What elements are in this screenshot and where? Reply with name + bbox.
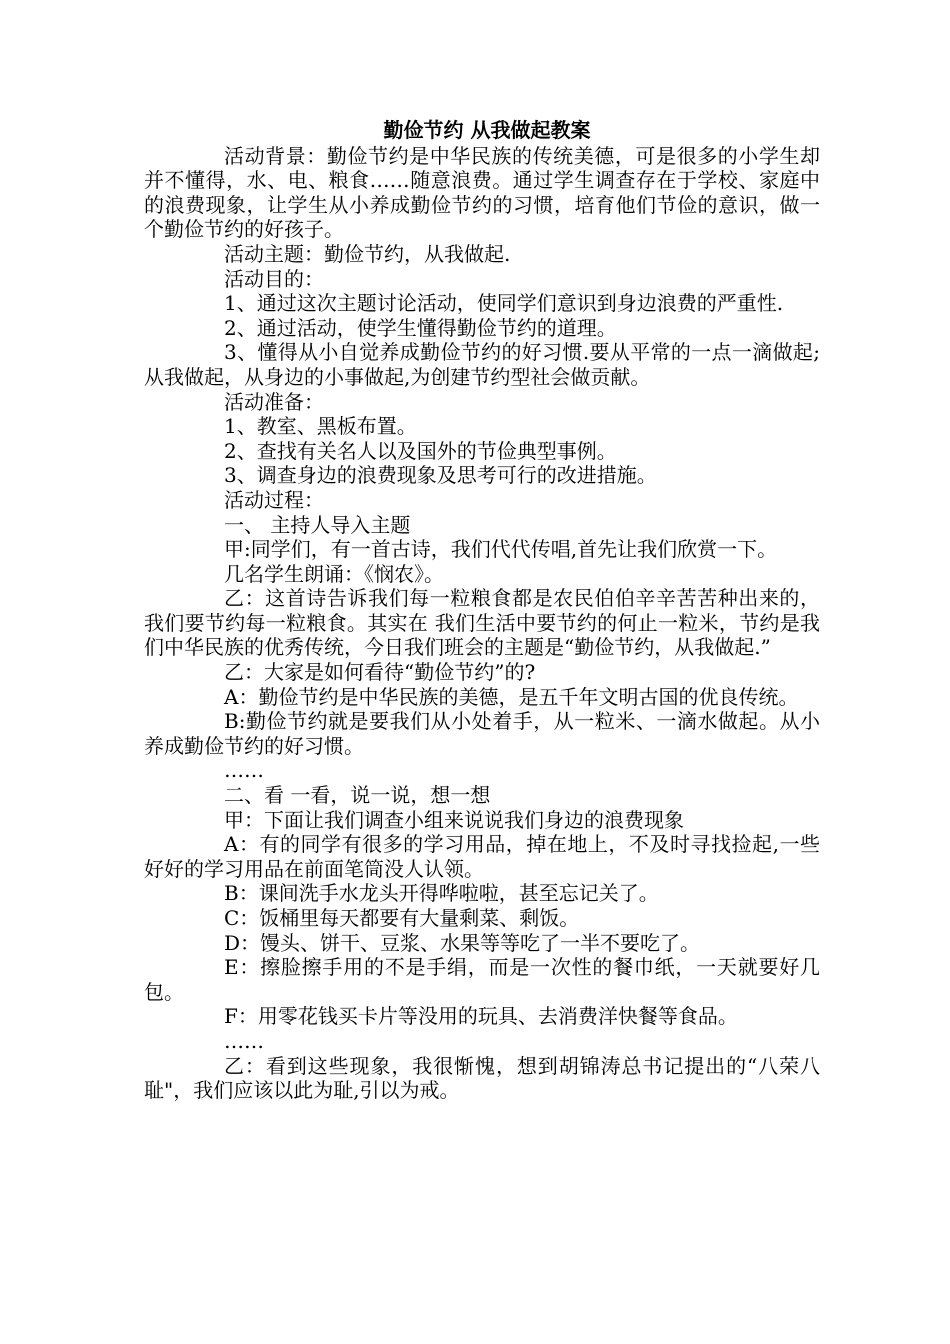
paragraph-ellipsis-1: ……	[224, 758, 264, 783]
paragraph-section-1: 一、 主持人导入主题	[224, 512, 411, 537]
paragraph-host-a-survey: 甲：下面让我们调查小组来说说我们身边的浪费现象	[224, 807, 684, 832]
document-page	[144, 118, 820, 1103]
paragraph-preparation-1: 1、教室、黑板布置。	[224, 414, 417, 439]
paragraph-waste-a: A：有的同学有很多的学习用品，掉在地上，不及时寻找捡起,一些好好的学习用品在前面笔筒没人认领。	[144, 832, 820, 881]
paragraph-waste-d: D：馒头、饼干、豆浆、水果等等吃了一半不要吃了。	[224, 930, 701, 955]
paragraph-background: 活动背景：勤俭节约是中华民族的传统美德，可是很多的小学生却并不懂得，水、电、粮食……随意浪费。通过学生调查存在于学校、家庭中的浪费现象，让学生从小养成勤俭节约的习惯，培育他们节俭的意识，做一个勤俭节约的好孩子。	[144, 143, 820, 242]
paragraph-preparation-2: 2、查找有关名人以及国外的节俭典型事例。	[224, 438, 617, 463]
paragraph-host-b-question: 乙：大家是如何看待“勤俭节约”的?	[224, 660, 536, 685]
paragraph-waste-e: E：擦脸擦手用的不是手绢，而是一次性的餐巾纸，一天就要好几包。	[144, 955, 820, 1004]
paragraph-purpose-3: 3、懂得从小自觉养成勤俭节约的好习惯.要从平常的一点一滴做起;从我做起，从身边的小事做起,为创建节约型社会做贡献。	[144, 340, 820, 389]
paragraph-section-2: 二、看 一看，说一说，想一想	[224, 783, 491, 808]
paragraph-waste-c: C：饭桶里每天都要有大量剩菜、剩饭。	[224, 906, 580, 930]
paragraph-waste-f: F：用零花钱买卡片等没用的玩具、去消费洋快餐等食品。	[224, 1004, 738, 1029]
paragraph-preparation-3: 3、调查身边的浪费现象及思考可行的改进措施。	[224, 463, 657, 488]
paragraph-host-b-conclusion: 乙：看到这些现象，我很惭愧，想到胡锦涛总书记提出的“八荣八耻"，我们应该以此为耻,引以为戒。	[144, 1053, 820, 1103]
paragraph-waste-b: B：课间洗手水龙头开得哗啦啦，甚至忘记关了。	[224, 881, 659, 906]
paragraph-answer-b: B:勤俭节约就是要我们从小处着手，从一粒米、一滴水做起。从小养成勤俭节约的好习惯。	[144, 709, 820, 758]
paragraph-recitation: 几名学生朗诵：《悯农》。	[224, 561, 444, 586]
paragraph-host-a-intro: 甲:同学们，有一首古诗，我们代代传唱,首先让我们欣赏一下。	[224, 537, 778, 562]
paragraph-answer-a: A：勤俭节约是中华民族的美德，是五千年文明古国的优良传统。	[224, 684, 799, 709]
paragraph-purpose-2: 2、通过活动，使学生懂得勤俭节约的道理。	[224, 315, 617, 340]
paragraph-host-b-poem: 乙：这首诗告诉我们每一粒粮食都是农民伯伯辛辛苦苦种出来的，我们要节约每一粒粮食。其实在 我们生活中要节约的何止一粒米，节约是我们中华民族的优秀传统，今日我们班会的主题是“勤俭节约，从我做起.”	[144, 586, 820, 660]
paragraph-ellipsis-2: ……	[224, 1028, 264, 1053]
document-title: 勤俭节约 从我做起教案	[383, 118, 591, 142]
paragraph-process-heading: 活动过程：	[224, 487, 324, 512]
paragraph-preparation-heading: 活动准备：	[224, 389, 324, 414]
paragraph-purpose-1: 1、通过这次主题讨论活动，使同学们意识到身边浪费的严重性.	[224, 291, 784, 316]
paragraph-theme: 活动主题：勤俭节约，从我做起.	[224, 241, 511, 266]
paragraph-purpose-heading: 活动目的：	[224, 266, 324, 291]
